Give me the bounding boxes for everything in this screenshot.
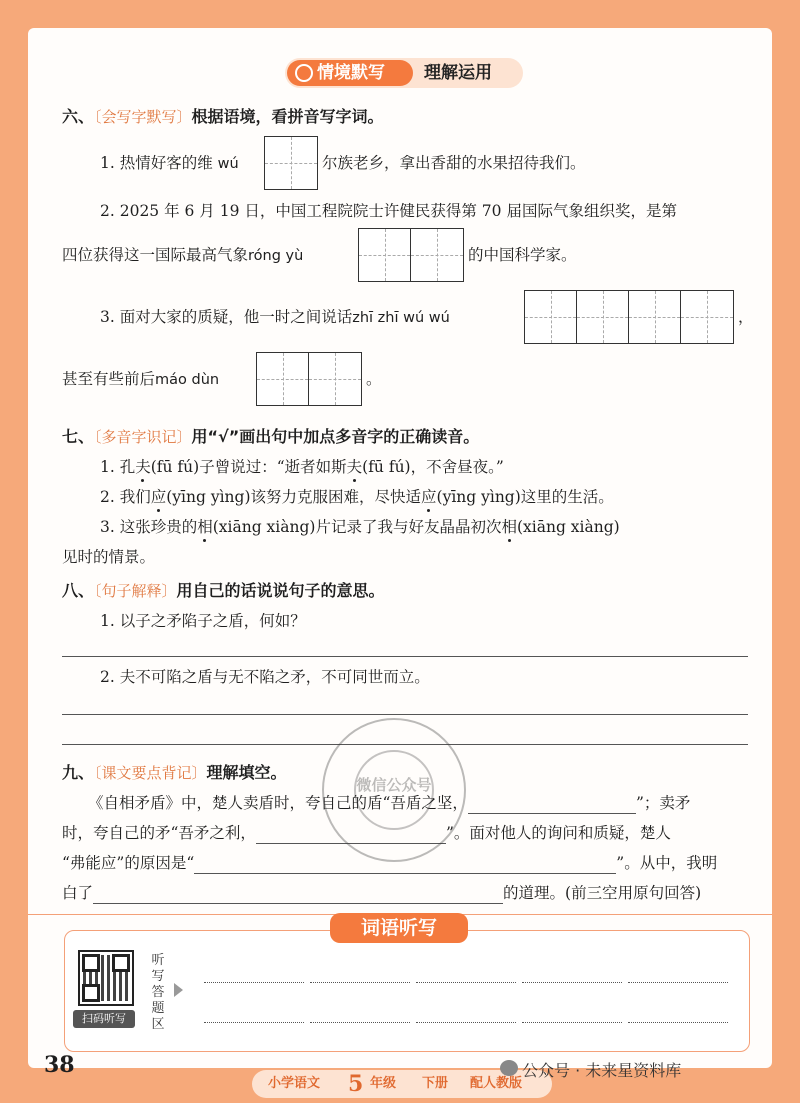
s6-q3-period: 。 [366,370,382,388]
header-left-label: 情境默写 [317,63,385,83]
s9-line-4: 白了 的道理。(前三空用原句回答) [62,884,702,902]
medal-icon [295,64,313,82]
wechat-icon [500,1060,518,1076]
header-right-label: 理解运用 [424,63,492,83]
dictation-line[interactable] [522,1022,622,1023]
section-6-heading: 六、〔会写字默写〕根据语境，看拼音写字词。 [62,107,384,126]
s6-q1-text-b: 尔族老乡，拿出香甜的水果招待我们。 [322,154,586,172]
wechat-stamp-watermark [322,718,466,862]
dictation-area-label: 听写答题区 [151,953,165,1032]
s6-q2-text-a: 2. 2025 年 6 月 19 日，中国工程院院士许健民获得第 70 届国际气象组织奖，是第 [100,202,677,220]
s9-line-3: “弗能应”的原因是“ ”。从中，我明 [62,854,718,872]
dictation-line[interactable] [310,1022,410,1023]
footer-subject: 小学语文 [268,1076,321,1091]
dictation-line[interactable] [628,1022,728,1023]
s8-q2-answer-line[interactable] [62,714,748,715]
dictation-box [64,930,750,1052]
page-number: 38 [44,1052,75,1078]
s9-line-1: 《自相矛盾》中，楚人卖盾时，夸自己的盾“吾盾之坚， ”；卖矛 [88,794,691,812]
s9-blank-4[interactable] [93,887,503,904]
watermark-text: 公众号 · 未来星资料库 [522,1061,682,1080]
section-8-heading: 八、〔句子解释〕用自己的话说说句子的意思。 [62,581,385,600]
footer-term: 下册 [422,1076,449,1091]
s7-q2: 2. 我们应(yīng yìng)该努力克服困难，尽快适应(yīng yìng)这里的生活。 [100,488,614,506]
s6-q3-grid-2[interactable] [256,352,362,406]
s6-q1-grid[interactable] [264,136,318,190]
s8-q1: 1. 以子之矛陷子之盾，何如？ [100,612,306,630]
qr-code-icon[interactable] [78,950,134,1006]
dictation-line[interactable] [416,982,516,983]
footer-grade-number: 5 [348,1071,364,1097]
dictation-line[interactable] [522,982,622,983]
s7-q1: 1. 孔夫(fū fú)子曾说过：“逝者如斯夫(fū fú)，不舍昼夜。” [100,458,504,476]
s6-q3-text-a: 3. 面对大家的质疑，他一时之间说话zhī zhī wú wú [100,308,450,326]
s6-q3-text-d: 甚至有些前后máo dùn [62,370,220,388]
header-left-badge [287,60,413,86]
arrow-right-icon [174,983,183,997]
dictation-line[interactable] [310,982,410,983]
dictation-line[interactable] [204,982,304,983]
dictation-line[interactable] [628,982,728,983]
section-7-heading: 七、〔多音字识记〕用“√”画出句中加点多音字的正确读音。 [62,427,480,446]
s6-q2-text-c: 的中国科学家。 [468,246,577,264]
s8-q1-answer-line[interactable] [62,656,748,657]
s6-q3-grid[interactable] [524,290,734,344]
s6-q3-comma: ， [738,308,754,326]
s9-line-2: 时，夸自己的矛“吾矛之利， ”。面对他人的询问和质疑，楚人 [62,824,671,842]
footer-grade: 年级 [370,1076,397,1091]
s7-q3-cont: 见时的情景。 [62,548,156,566]
s6-q2-grid[interactable] [358,228,464,282]
dictation-banner: 词语听写 [330,913,468,943]
scan-label: 扫码听写 [73,1010,135,1028]
footer-edition: 配人教版 [470,1076,523,1091]
dictation-line[interactable] [416,1022,516,1023]
s6-q2-text-b: 四位获得这一国际最高气象róng yù [62,246,304,264]
s8-q2: 2. 夫不可陷之盾与无不陷之矛，不可同世而立。 [100,668,430,686]
s9-blank-1[interactable] [468,797,636,814]
section-9-heading: 九、〔课文要点背记〕理解填空。 [62,763,287,782]
stamp-text: 微信公众号 [356,776,432,794]
s7-q3: 3. 这张珍贵的相(xiāng xiàng)片记录了我与好友晶晶初次相(xiāng xiàng) [100,518,620,536]
dictation-line[interactable] [204,1022,304,1023]
s6-q1-text-a: 1. 热情好客的维 wú [100,154,239,172]
